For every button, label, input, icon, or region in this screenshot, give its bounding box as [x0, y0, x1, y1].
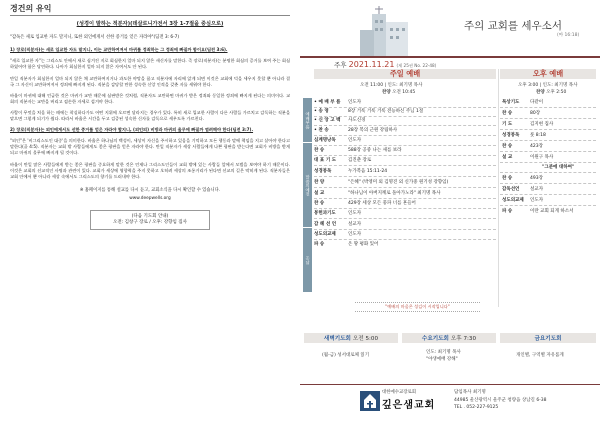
morning-order-row [314, 157, 371, 163]
order-value: 김지현 집사 [530, 122, 554, 127]
order-value: 인도자 [348, 100, 362, 105]
order-label: 파 송 [502, 209, 513, 214]
order-value: 온 땅 평화 있어 [348, 242, 379, 247]
order-label: 기 도 [502, 122, 513, 127]
order-label: 찬 양 [314, 180, 325, 185]
afternoon-order-row [502, 164, 574, 170]
sidebar-label-response: 응답 [303, 228, 312, 292]
paragraph: "새로 입교한 자"는 그리스도 안에서 새로 심겨진 지로 회심한지 얼마 되지 않은 새신자를 말한다. 즉 장로(직분자)는 분명한 회심의 증거를 보여 주는 회심하였어야 함은 당연하다. 나아가 회심한지 얼마 되지 않은 자여서도 안 된다. [10, 58, 290, 70]
order-label: 파 송 [314, 242, 325, 247]
row-divider [314, 125, 496, 126]
wednesday-prayer-leader: 인도: 최기명 목사 [426, 350, 461, 355]
paragraph: 만일 직분자가 회심한지 얼마 되지 않은 채 교만하여지거나 과도한 야망을 품고 직분자에 자리에 앉게 되면 이것은 교회에 덕을 세우지 못할 뿐 아니라 결국 그 자신이 교만하여져서 정죄에 빠지게 된다. 직분을 감당할 만한 성숙한 신앙 인격을 갖춘 자를 세워야 한다. [10, 75, 290, 87]
sidebar-label-word: 말씀의예전 [303, 143, 312, 227]
row-divider [500, 205, 596, 206]
morning-order-row [314, 179, 448, 185]
morning-order-row [314, 231, 361, 237]
morning-order-row [314, 99, 361, 105]
row-divider [314, 135, 496, 136]
dawn-prayer-header: 새벽기도회 오전 5:00 [304, 333, 398, 343]
order-value: 인도자 [348, 211, 362, 216]
morning-order-row [314, 190, 440, 196]
row-divider [500, 140, 596, 141]
morning-order-row [314, 147, 401, 153]
row-divider [314, 165, 496, 166]
row-divider [500, 172, 596, 173]
order-label: 감독선언 [502, 187, 520, 192]
order-value: "은혜" (박영미 외 김명진 외 신가중 원기성 강향임) [348, 180, 449, 185]
order-value: 493장 [530, 176, 543, 181]
order-column [300, 0, 600, 424]
motto: 주의 교회를 세우소서 [464, 20, 562, 32]
afternoon-time: 오후 3:00 | 인도: 최기명 목사 [518, 83, 578, 88]
order-value: "그분에 대하여" [542, 165, 575, 170]
afternoon-order-row [502, 121, 553, 127]
order-value: 누가복음 15:11-24 [348, 169, 388, 174]
morning-order-row [314, 137, 361, 143]
afternoon-service-header: 오후 예배 [500, 69, 596, 79]
row-divider [314, 239, 496, 240]
afternoon-praise: 찬양 오후 2:50 [536, 90, 567, 95]
banner [300, 0, 600, 56]
row-divider [314, 176, 496, 177]
point-heading-1: 1) 장로(직분자)는 새로 입교한 자도 말지니, 이는 교만하여져서 마귀를 정죄하는 그 정죄에 빠질까 함이요(딤전 3:6). [10, 47, 228, 53]
row-divider [314, 198, 496, 199]
order-value: 인도자 [348, 232, 362, 237]
row-divider [314, 145, 496, 146]
order-label: 찬 송 [314, 148, 325, 153]
prayer-box [90, 210, 210, 230]
sermon-title: (성경이 말하는 적분자)(데살로니가전서 3장 1-7절을 중심으로) [76, 21, 224, 28]
order-label: 대 표 기 도 [314, 158, 337, 163]
order-label: 묵상기도 [502, 100, 520, 105]
order-label: 설 교 [502, 155, 513, 160]
order-label: • 신 앙 고 백 [314, 118, 341, 123]
paragraph: 바울이 마귀에 대해 언급한 것은 마귀가 교만 때문에 심판받은 것처럼, 직분자도 교만하면 마귀가 받은 정죄와 동일한 정죄에 빠지게 된다는 의미이다. 교회의 직분자는 교만을 버리고 겸손한 자세로 섬겨야 한다. [10, 92, 290, 104]
row-divider [314, 218, 496, 219]
order-value: 사도신경 [348, 118, 366, 123]
row-divider [314, 229, 496, 230]
issue-number: (제 25권 No. 22-48) [396, 63, 437, 68]
morning-praise: 찬양 오전 10:45 [382, 90, 416, 95]
order-label: 설 교 [314, 191, 325, 196]
church-tower-icon [354, 6, 414, 56]
morning-order-row [314, 127, 397, 133]
order-label: 찬 송 [502, 144, 513, 149]
afternoon-order-row [502, 208, 573, 214]
afternoon-order-row [502, 175, 543, 181]
order-value: 설교자 [530, 187, 544, 192]
dawn-prayer-body: (월-금) 성서대로체 읽기 [322, 353, 370, 358]
order-label: 십계명낭독 [314, 138, 336, 143]
friday-prayer-header: 금요기도회 [500, 333, 596, 343]
afternoon-order-row [502, 143, 543, 149]
order-value: 다같이 [530, 100, 544, 105]
church-name: 깊은샘교회 [382, 400, 436, 411]
afternoon-order-row [502, 197, 543, 203]
church-logo-icon [360, 391, 380, 411]
date: 2021.11.21 [348, 60, 395, 69]
row-divider [500, 151, 596, 152]
point-heading-2: 2) 장로(직분자)는 외인에게서도 선한 증거를 얻은 자라야 할지니, (외인의) 비방과 마귀의 올무에 빠질까 염려해야 한다(딤전 3:7). [10, 127, 254, 133]
footer [300, 384, 600, 424]
paragraph: 사람이 무엇을 처음 하는 때에는 착실하다가도 어떤 지위에 오르면 달라지는 경우가 있다. 특히 새로 입교한 사람이 다른 사람들 가르치고 감독하는 직분을 맡으면 그렇게 되기가 쉽다. 따라서 바울은 시간을 두고 검증된 성숙한 신자를 감독으로 세우도록 가르친다. [10, 109, 290, 122]
order-value: 김진춘 장로 [348, 158, 372, 163]
morning-order-row [314, 168, 387, 174]
morning-service-header: 주일 예배 [314, 69, 496, 79]
row-divider [500, 194, 596, 195]
morning-time: 오전 11:00 | 인도: 최기명 목사 [360, 83, 423, 88]
morning-order-row [314, 108, 423, 114]
prayer-box-body: 오전: 김창구 장로 / 오후: 강향임 집사 [113, 220, 187, 226]
order-value: 80장 [530, 111, 541, 116]
key-verse: "감독은 새로 입교한 자도 말지니, 또한 외인에게서 선한 증거를 얻은 자라야"(딤전 3: 6-7) [10, 35, 180, 41]
phone: TEL . 052-227-9125 [454, 405, 499, 410]
order-label: 찬 송 [502, 176, 513, 181]
address: 44985 울산광역시 울주군 청량읍 상남길 6-38 [454, 398, 547, 403]
prayer-box-title: (다음 기도회 안내) [131, 213, 169, 219]
paragraph: "외인"은 '비그리스도인 대중'을 의미한다. 바울은 하나님의 백성이, 세상이 자신을 주시하고 있음을 기억하고 모든 행동과 말에 책임을 지고 살아야 한다고 말한다(골 4:5). 직분자는 교회 밖 사람들에게도 좋은 평판을 얻은 자라야 한다. 만일 직분자가 세상 사람들에게 나쁜 평판을 받는다면 교회가 비방을 받게 되고 마귀의 올무에 빠지게 될 것이다. [10, 138, 290, 156]
friday-prayer-body: 개인별, 구역별 자유롭게 [516, 353, 564, 358]
order-value: 이란 교회 되게 하소서 [530, 209, 574, 214]
order-value: 인도자 [530, 198, 544, 203]
row-divider [500, 107, 596, 108]
order-label: 감 헤 선 언 [314, 222, 337, 227]
section-title: 경건의 유익 [10, 6, 290, 16]
row-divider [314, 155, 496, 156]
morning-order-row [314, 210, 361, 216]
order-value: 8장 거룩 거룩 거룩 전능하신 주님 1절 [348, 109, 424, 114]
afternoon-order-row [502, 132, 546, 138]
order-value: 429장 세상 모든 풍파 너를 흔들어 [348, 201, 416, 206]
order-value: 588장 공중 나는 새를 보라 [348, 148, 402, 153]
senior-pastor: 담임목사 최기명 [454, 390, 486, 395]
order-value: 423장 [530, 144, 543, 149]
order-label: • 찬 송 [314, 128, 329, 133]
morning-order-row [314, 241, 378, 247]
wednesday-prayer-topic: "야생예배 강해" [426, 357, 458, 362]
order-label: 찬 송 [502, 111, 513, 116]
morning-order-row [314, 200, 416, 206]
afternoon-order-row [502, 186, 543, 192]
order-value: "하나님이 아버지께로 돌아가노라" 최기명 목사 [348, 191, 441, 196]
order-value: 설교자 [348, 222, 362, 227]
homepage-url[interactable]: www.deepwells.org [129, 195, 171, 201]
afternoon-order-row [502, 154, 553, 160]
order-label: 성경봉독 [502, 133, 520, 138]
row-divider [500, 118, 596, 119]
order-label: 성도의교제 [314, 232, 336, 237]
denomination: 대한예수교장로회 [382, 390, 416, 395]
order-label: • 예 배 부 름 [314, 100, 341, 105]
order-value: 이원구 목사 [530, 155, 554, 160]
order-label: 찬 송 [314, 201, 325, 206]
worship-note: "예배의 마음은 성김이 시작입니다" [355, 302, 480, 312]
wednesday-prayer-header: 수요기도회 오후 7:30 [402, 333, 496, 343]
date-bar [300, 56, 600, 69]
homepage-note: ※ 홈페이지를 통해 설교를 다시 듣고, 교회소식을 다시 확인할 수 있습니다. [79, 187, 221, 193]
row-divider [500, 183, 596, 184]
order-label: 성도의교제 [502, 198, 524, 203]
morning-order-row [314, 117, 365, 123]
paragraph: 바울이 만일 많은 사람들에게 받는 좋은 평판을 중요하게 말한 것은 언제나 그리스도인들이 교회 밖에 있는 사람들 앞에서 모범을 보여야 하기 때문이다. 이것은 교회의 선교적인 사명과 관련이 있다. 교회가 세상에 영향력을 주지 못하고 오히려 세상의 조롱거리가 된다면 선교의 길은 막히게 된다. 직분자들은 교회 안에서 뿐 아니라 세상 속에서도 그리스도의 향기를 드러내야 한다. [10, 161, 290, 179]
row-divider [314, 208, 496, 209]
morning-order-row [314, 221, 361, 227]
order-value: 룻 8:18 [530, 133, 546, 138]
order-value: 28장 복의 근원 강림하사 [348, 128, 398, 133]
afternoon-order-row [502, 99, 543, 105]
row-divider [500, 162, 596, 163]
afternoon-order-row [502, 110, 540, 116]
order-label [502, 164, 542, 170]
motto-reference: (마 16:18) [557, 33, 580, 38]
row-divider [314, 187, 496, 188]
sidebar-label-call: 예배부름 [303, 98, 312, 142]
order-label: • 송 영 [314, 109, 329, 114]
row-divider [500, 129, 596, 130]
order-label: 성경봉독 [314, 169, 332, 174]
date-prefix: 주후 [334, 61, 347, 69]
order-value: 인도자 [348, 138, 362, 143]
column-divider [498, 69, 499, 307]
order-label: 봉헌과기도 [314, 211, 336, 216]
